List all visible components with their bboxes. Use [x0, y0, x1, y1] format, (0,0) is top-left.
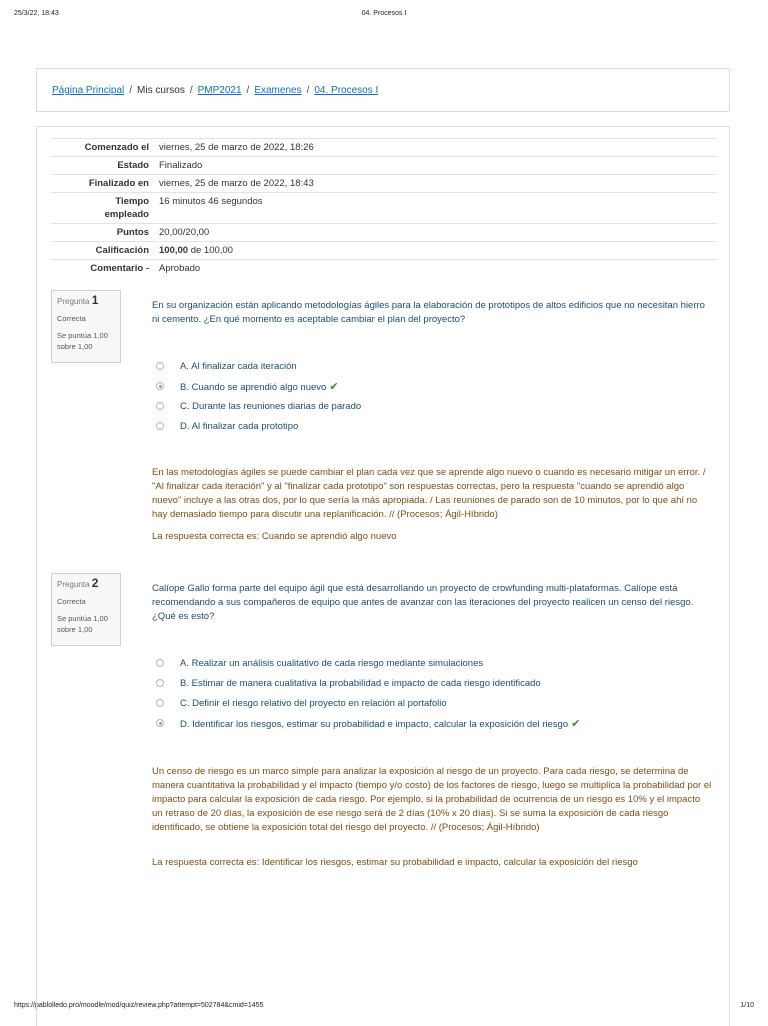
grade-value — [155, 242, 717, 260]
grade-label: Calificación — [51, 242, 155, 260]
question-score — [57, 330, 115, 352]
finished-label: Finalizado en — [51, 175, 155, 193]
answer-label: B. Estimar de manera cualitativa la probabilidad e impacto de cada riesgo identificado — [180, 678, 541, 689]
breadcrumb-home-link[interactable]: Página Principal — [52, 85, 125, 96]
summary-row-points — [51, 224, 717, 242]
summary-row-comment — [51, 260, 717, 278]
check-icon: ✔ — [329, 381, 339, 393]
breadcrumb-separator: / — [129, 85, 133, 96]
answer-label: A. Realizar un análisis cualitativo de cada riesgo mediante simulaciones — [180, 658, 484, 669]
summary-row-finished — [51, 175, 717, 193]
answer-list-2 — [152, 654, 712, 734]
summary-row-started — [51, 139, 717, 157]
answer-option[interactable] — [152, 694, 712, 714]
grade-total: de 100,00 — [188, 245, 233, 256]
started-label: Comenzado el — [51, 139, 155, 157]
breadcrumb-separator: / — [189, 85, 193, 96]
breadcrumb-container — [36, 68, 730, 112]
radio-button[interactable] — [156, 699, 164, 707]
right-answer-2: La respuesta correcta es: Identificar los riesgos, estimar su probabilidad e impacto, calcular la exposición del riesgo — [152, 857, 638, 868]
summary-row-time — [51, 193, 717, 224]
radio-button-checked[interactable] — [156, 719, 164, 727]
breadcrumb-my-courses: Mis cursos — [137, 85, 185, 96]
answer-label-wrap — [180, 714, 580, 735]
radio-button[interactable] — [156, 402, 164, 410]
answer-option[interactable] — [152, 357, 712, 377]
answer-option-selected[interactable] — [152, 377, 712, 397]
question-score-line-1: Se puntúa 1,00 — [57, 331, 108, 340]
started-value: viernes, 25 de marzo de 2022, 18:26 — [155, 139, 717, 157]
question-number — [57, 578, 115, 590]
question-score-line-1: Se puntúa 1,00 — [57, 614, 108, 623]
answer-label-wrap — [180, 377, 339, 398]
answer-label: B. Cuando se aprendió algo nuevo — [180, 382, 327, 393]
summary-row-grade — [51, 242, 717, 260]
question-score — [57, 613, 115, 635]
question-number-value: 2 — [91, 576, 99, 590]
question-score-line-2: sobre 1,00 — [57, 625, 93, 634]
finished-value: viernes, 25 de marzo de 2022, 18:43 — [155, 175, 717, 193]
answer-option[interactable] — [152, 417, 712, 437]
time-value: 16 minutos 46 segundos — [155, 193, 717, 224]
answer-option[interactable] — [152, 397, 712, 417]
time-label — [51, 193, 155, 224]
answer-option[interactable] — [152, 674, 712, 694]
feedback-2: Un censo de riesgo es un marco simple para analizar la exposición al riesgo de un proyecto. Para cada riesgo, se determina de manera cuantitativa la probabilidad y el impacto (tiempo y/o costo) de los factores de riesgo, luego se multiplica la probabilidad por el impacto para calcular la exposición de cada riesgo. Por ejemplo, si la probabilidad de ocurrencia de un riesgo es 10% y el impacto un retraso de 20 días, la exposición de ese riesgo será de 2 días (10% x 20 días). Si se suma la exposición de cada riesgo identificado, se obtiene la exposición total del riesgo del proyecto. // (Procesos; Ágil-Híbrido) — [152, 766, 712, 833]
question-number-value: 1 — [91, 293, 99, 307]
points-value: 20,00/20,00 — [155, 224, 717, 242]
question-info-1 — [51, 290, 121, 363]
answer-label: D. Identificar los riesgos, estimar su probabilidad e impacto, calcular la exposición del riesgo — [180, 719, 569, 730]
breadcrumb — [52, 85, 378, 96]
radio-button[interactable] — [156, 362, 164, 370]
points-label: Puntos — [51, 224, 155, 242]
answer-list-1 — [152, 357, 712, 437]
state-label: Estado — [51, 157, 155, 175]
question-number — [57, 295, 115, 307]
question-text-1: En su organización están aplicando metodologías ágiles para la elaboración de prototipos de altos edificios que no necesitan hierro ni cemento. ¿En qué momento es aceptable cambiar el plan del proyecto? — [152, 300, 705, 325]
answer-label: C. Durante las reuniones diarias de parado — [180, 401, 362, 412]
answer-option-selected[interactable] — [152, 714, 712, 734]
print-header — [0, 10, 768, 20]
question-status: Correcta — [57, 314, 86, 323]
state-value: Finalizado — [155, 157, 717, 175]
breadcrumb-section-link[interactable]: Examenes — [254, 85, 302, 96]
radio-button[interactable] — [156, 679, 164, 687]
question-text-2: Calíope Gallo forma parte del equipo ágil que está desarrollando un proyecto de crowfunding multi-plataformas. Calíope está recomendando a sus compañeros de equipo que antes de avanzar con las iteraciones del proyecto realicen un censo del riesgo. ¿Qué es esto? — [152, 583, 694, 622]
comment-label: Comentario - — [51, 260, 155, 278]
breadcrumb-separator: / — [246, 85, 250, 96]
radio-button[interactable] — [156, 659, 164, 667]
answer-label: C. Definir el riesgo relativo del proyecto en relación al portafolio — [180, 698, 447, 709]
right-answer-1: La respuesta correcta es: Cuando se aprendió algo nuevo — [152, 531, 397, 542]
check-icon: ✔ — [571, 718, 581, 730]
answer-label: A. Al finalizar cada iteración — [180, 361, 297, 372]
print-title: 04. Procesos I — [361, 10, 407, 17]
radio-button-checked[interactable] — [156, 382, 164, 390]
question-prefix: Pregunta — [57, 297, 90, 306]
answer-option[interactable] — [152, 654, 712, 674]
summary-row-state — [51, 157, 717, 175]
breadcrumb-quiz-link[interactable]: 04. Procesos I — [314, 85, 379, 96]
time-label-line-2: empleado — [104, 209, 149, 220]
question-score-line-2: sobre 1,00 — [57, 342, 93, 351]
print-page-number: 1/10 — [740, 1002, 754, 1009]
breadcrumb-course-link[interactable]: PMP2021 — [197, 85, 242, 96]
print-datetime: 25/3/22, 18:43 — [14, 10, 59, 17]
question-prefix: Pregunta — [57, 580, 90, 589]
question-status: Correcta — [57, 597, 86, 606]
question-info-2 — [51, 573, 121, 646]
time-label-line-1: Tiempo — [115, 196, 149, 207]
answer-label: D. Al finalizar cada prototipo — [180, 421, 299, 432]
comment-value: Aprobado — [155, 260, 717, 278]
breadcrumb-separator: / — [306, 85, 310, 96]
feedback-1: En las metodologías ágiles se puede cambiar el plan cada vez que se aprende algo nuevo o cuando es necesario mitigar un error. / "Al finalizar cada iteración" y al "finalizar cada prototipo" son respuestas correctas, pero la respuesta "cuando se aprendió algo nuevo" incluye a las otras dos, por lo que sería la más apropiada. / Las reuniones de parado son de 10 minutos, por lo que ahí no hay demasiado tiempo para discutir una replanificación. // (Procesos; Ágil-Híbrido) — [152, 467, 706, 520]
radio-button[interactable] — [156, 422, 164, 430]
grade-score: 100,00 — [159, 245, 189, 256]
attempt-summary-table — [51, 138, 717, 277]
print-url: https://pablolledo.pro/moodle/mod/quiz/review.php?attempt=502784&cmid=1455 — [14, 1002, 264, 1009]
